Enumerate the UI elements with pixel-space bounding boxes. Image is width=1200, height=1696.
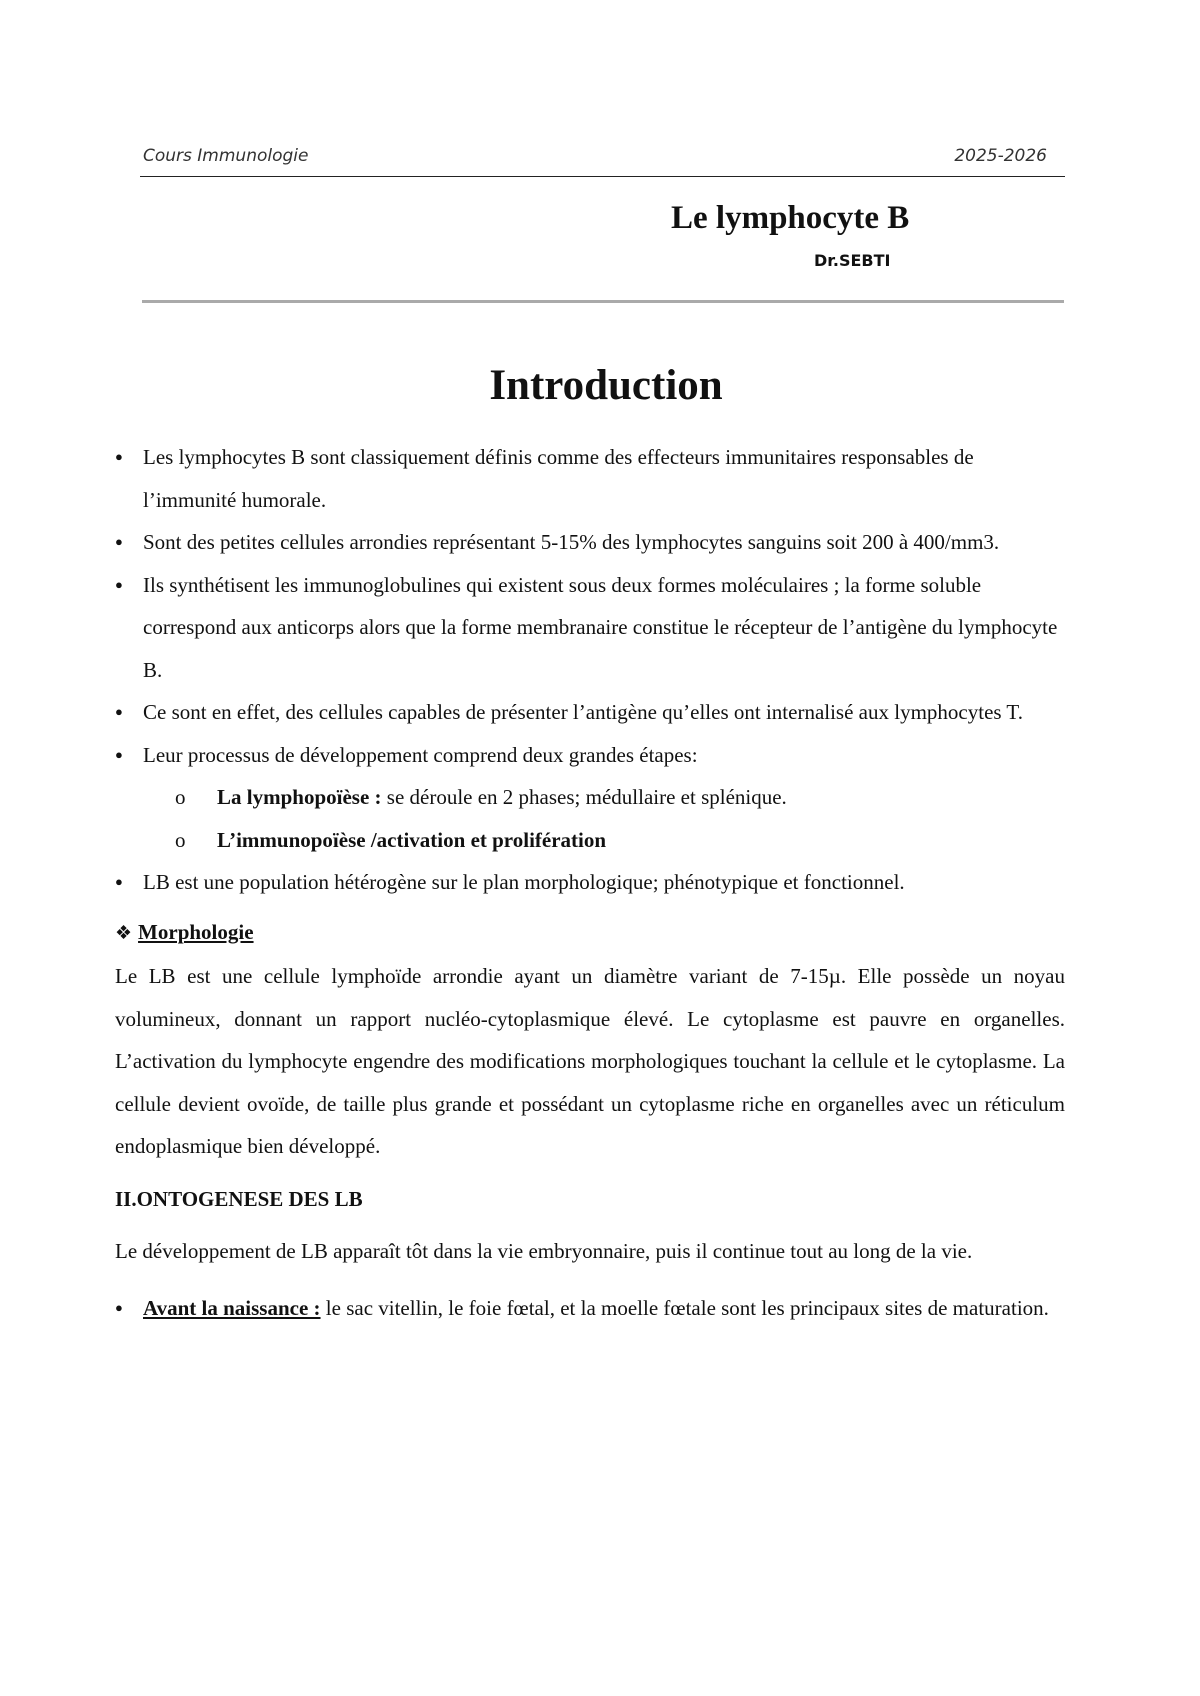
bullet-item: ● LB est une population hétérogène sur le plan morphologique; phénotypique et fonctionnel. <box>115 861 1065 904</box>
morphology-heading <box>115 911 1065 956</box>
sub-bullet-label: La lymphopoïèse : <box>217 785 382 809</box>
sub-bullet-text: se déroule en 2 phases; médullaire et splénique. <box>381 785 787 809</box>
sub-bullet-label: L’immunopoïèse /activation et prolifération <box>217 827 607 852</box>
section-heading-introduction: Introduction <box>489 362 723 409</box>
title-divider <box>142 300 1064 303</box>
bullet-item: ● Ils synthétisent les immunoglobulines qui existent sous deux formes moléculaires ; la forme soluble correspond aux anticorps alors que la forme membranaire constitue le récepteur de l’antigène du lymphocyte B. <box>115 564 1065 692</box>
sub-bullet-item <box>115 776 1065 819</box>
document-body <box>115 436 1065 1329</box>
academic-year: 2025-2026 <box>954 146 1047 166</box>
bullet-item: ● Ce sont en effet, des cellules capables de présenter l’antigène qu’elles ont internalisé aux lymphocytes T. <box>115 691 1065 734</box>
course-name: Cours Immunologie <box>143 146 309 166</box>
bullet-text: le sac vitellin, le foie fœtal, et la moelle fœtale sont les principaux sites de maturation. <box>320 1295 1049 1320</box>
bullet-item: ● Leur processus de développement comprend deux grandes étapes: <box>115 734 1065 777</box>
running-header <box>140 146 1065 177</box>
bullet-item: ● Sont des petites cellules arrondies représentant 5-15% des lymphocytes sanguins soit 200 à 400/mm3. <box>115 521 1065 564</box>
morphology-heading-text: Morphologie <box>138 919 254 944</box>
bullet-label: Avant la naissance : <box>143 1295 321 1320</box>
ontogenese-paragraph: Le développement de LB apparaît tôt dans la vie embryonnaire, puis il continue tout au long de la vie. <box>115 1239 973 1263</box>
document-title: Le lymphocyte B <box>671 200 910 236</box>
document-author: Dr.SEBTI <box>814 251 891 270</box>
ontogenese-heading: II.ONTOGENESE DES LB <box>115 1186 363 1211</box>
bullet-item: ● Les lymphocytes B sont classiquement définis comme des effecteurs immunitaires responsables de l’immunité humorale. <box>115 436 1065 521</box>
bullet-item <box>115 1287 1065 1330</box>
sub-bullet-item <box>115 819 1065 862</box>
morphology-paragraph: Le LB est une cellule lymphoïde arrondie ayant un diamètre variant de 7-15µ. Elle possède un noyau volumineux, donnant un rapport nucléo-cytoplasmique élevé. Le cytoplasme est pauvre en organelles. L’activation du lymphocyte engendre des modifications morphologiques touchant la cellule et le cytoplasme. La cellule devient ovoïde, de taille plus grande et possédant un cytoplasme riche en organelles avec un réticulum endoplasmique bien développé. <box>115 964 1065 1158</box>
diamond-bullet-icon: ❖ <box>115 922 133 944</box>
